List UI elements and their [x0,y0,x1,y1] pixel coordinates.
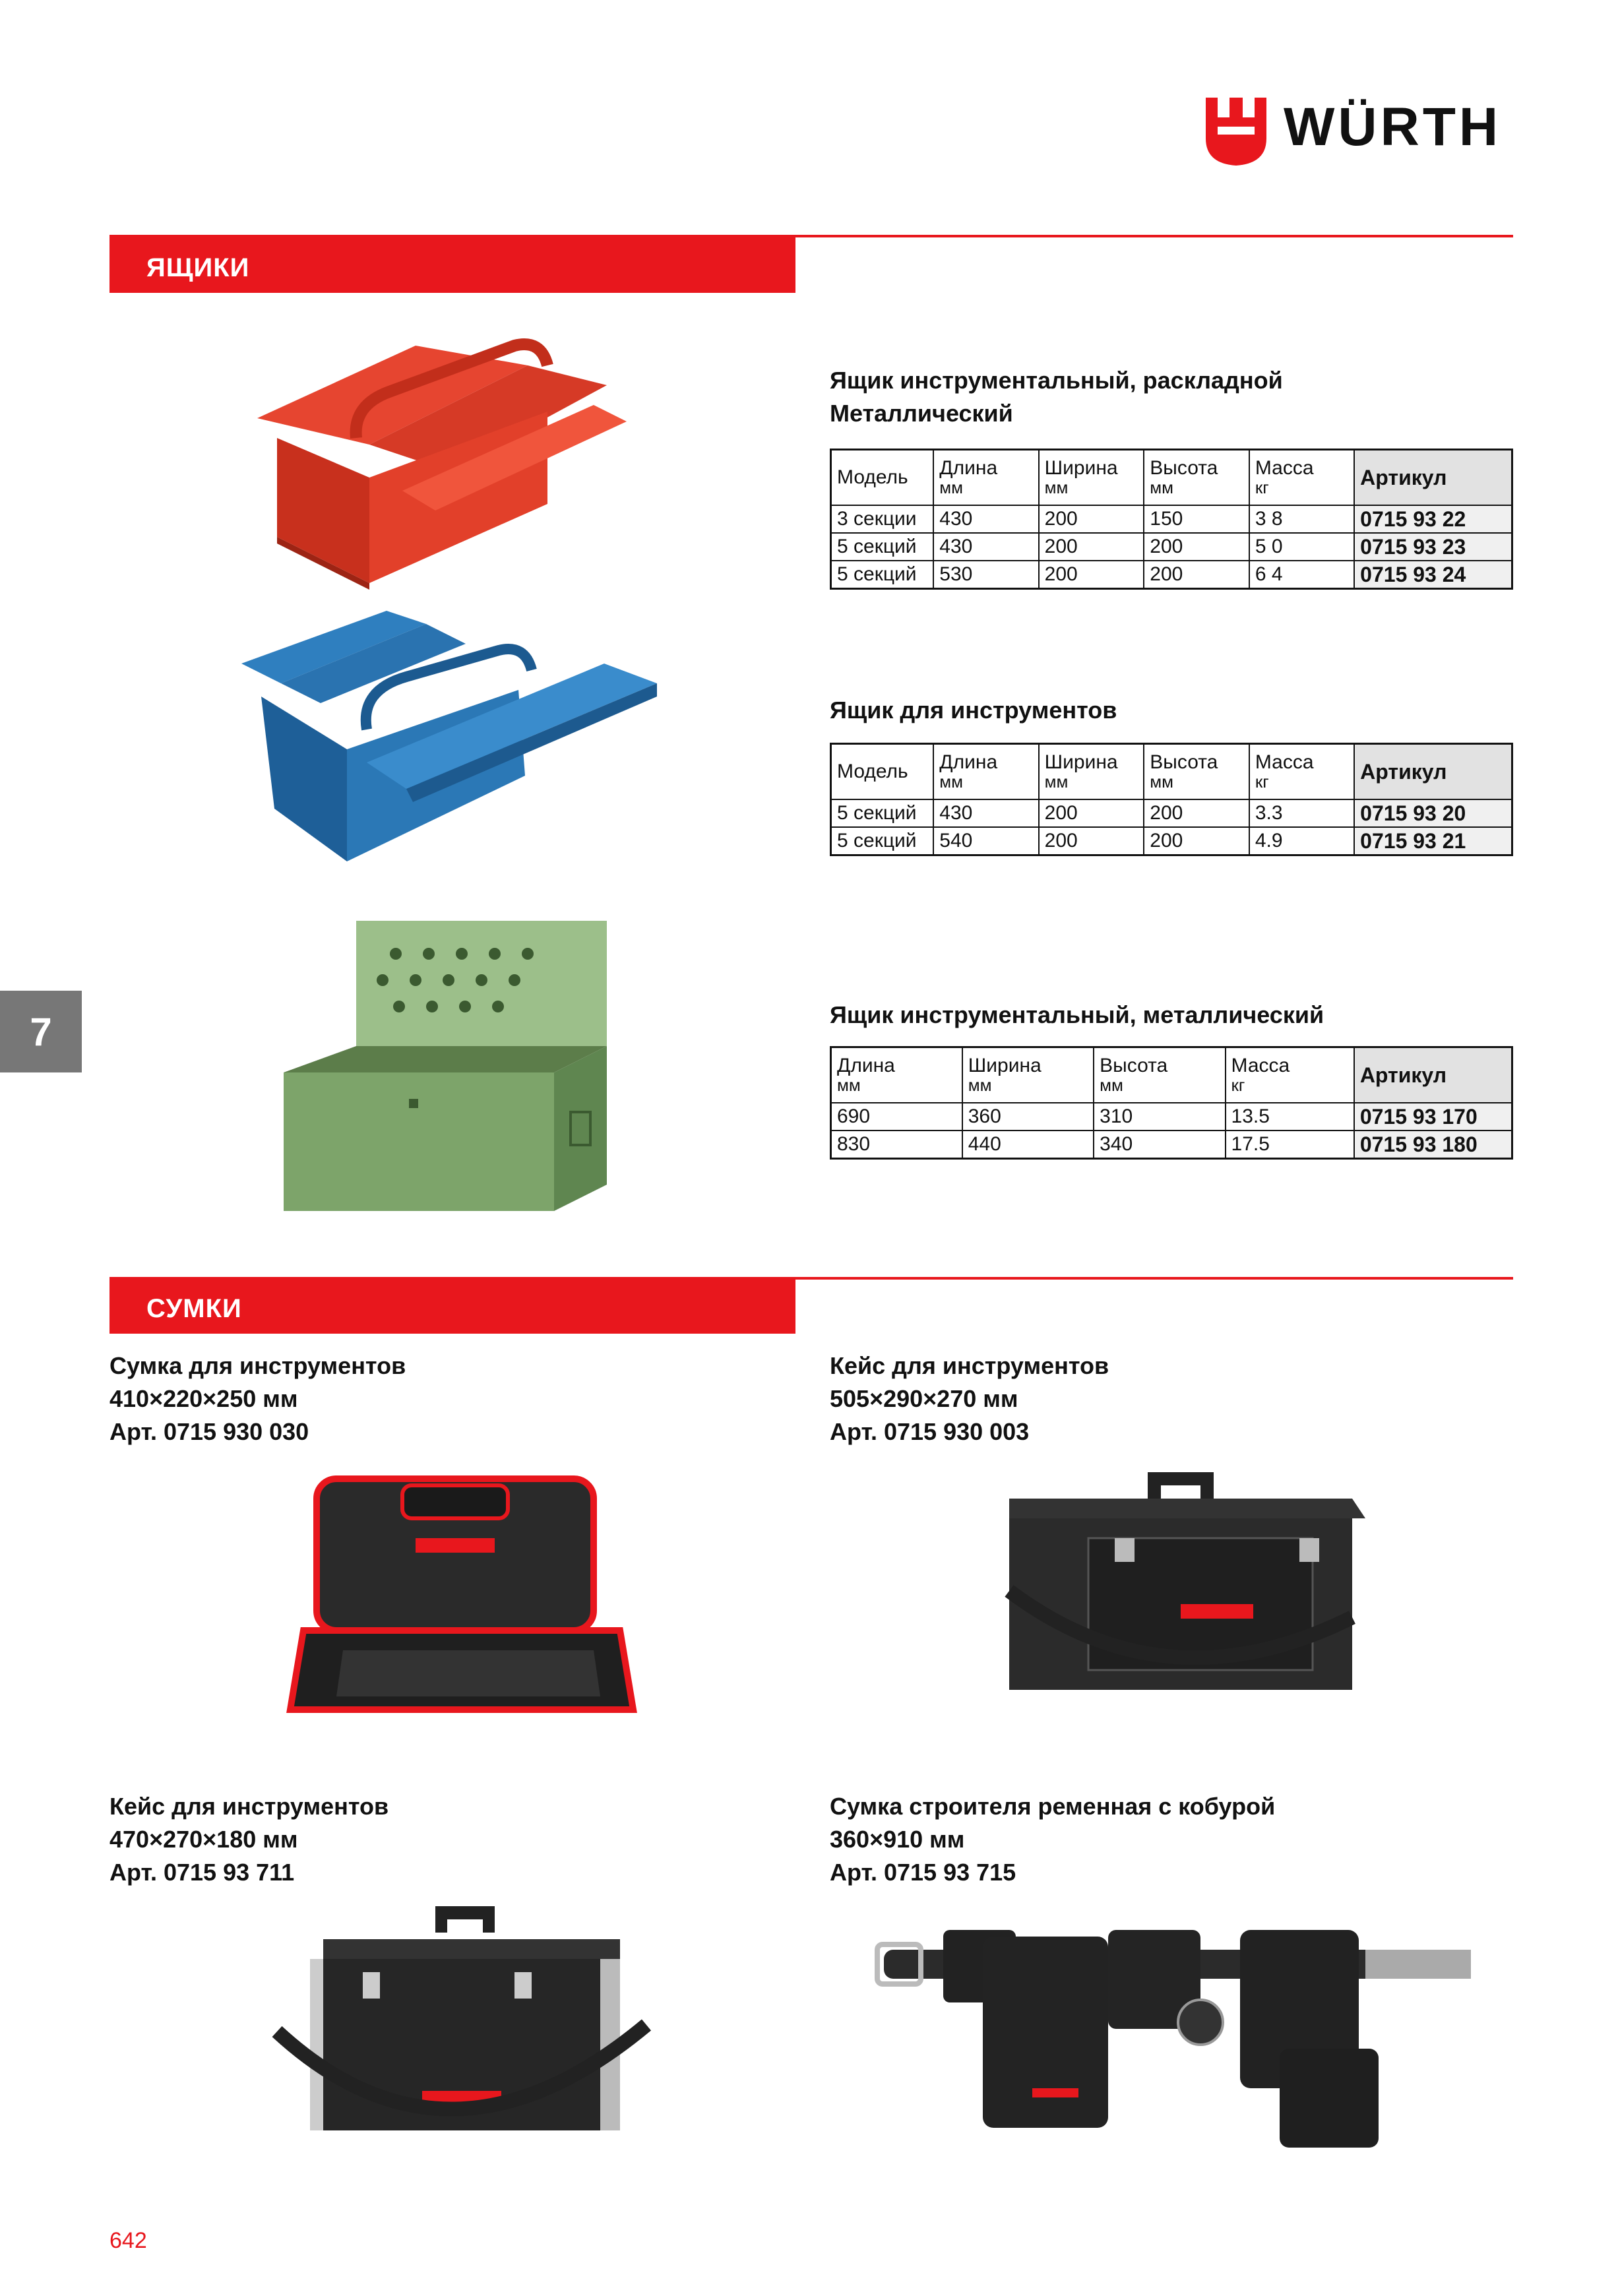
product-article: Арт. 0715 930 003 [830,1418,1030,1445]
section-header-bags [109,1277,795,1334]
cell-model: 5 секций [831,827,934,855]
cell-height: 200 [1144,799,1249,827]
cell-model: 5 секций [831,799,934,827]
cell-height: 340 [1094,1131,1225,1159]
cell-mass: 5 0 [1249,533,1354,561]
header-height: Высота мм [1144,744,1249,800]
brand-logo-text: WÜRTH [1284,97,1502,157]
spec-table-metal-toolbox [830,1046,1513,1160]
wurth-logo-icon [1206,98,1266,166]
cell-article: 0715 93 24 [1354,561,1512,589]
section-label: ЯЩИКИ [146,253,250,282]
cell-article: 0715 93 180 [1354,1131,1512,1159]
cell-mass: 4.9 [1249,827,1354,855]
cell-length: 530 [933,561,1038,589]
cell-article: 0715 93 170 [1354,1103,1512,1131]
product-title: Ящик для инструментов [830,697,1117,724]
table-row [831,505,1512,533]
cell-width: 200 [1039,799,1144,827]
header-length: Длина мм [933,450,1038,506]
tool-belt-photo [857,1890,1478,2167]
chapter-tab: 7 [0,991,82,1072]
tool-bag-photo [277,1459,646,1736]
cell-mass: 13.5 [1226,1103,1354,1131]
spec-table-folding-toolbox [830,449,1513,590]
cell-height: 200 [1144,561,1249,589]
red-toolbox-photo [237,306,646,590]
product-dimensions: 505×290×270 мм [830,1385,1018,1412]
green-toolbox-photo [277,914,620,1218]
product-title: Ящик инструментальный, металлический [830,1001,1324,1028]
product-article: Арт. 0715 93 715 [830,1859,1016,1886]
cell-model: 3 секции [831,505,934,533]
cell-width: 200 [1039,533,1144,561]
header-height: Высота мм [1094,1047,1225,1103]
cell-height: 310 [1094,1103,1225,1131]
cell-width: 440 [962,1131,1094,1159]
header-article: Артикул [1354,450,1512,506]
header-model: Модель [831,744,934,800]
header-mass: Масса кг [1249,744,1354,800]
cell-height: 150 [1144,505,1249,533]
cell-length: 430 [933,799,1038,827]
table-row [831,533,1512,561]
product-title: Ящик инструментальный, раскладной [830,367,1283,394]
cell-model: 5 секций [831,533,934,561]
table-row [831,799,1512,827]
product-article: Арт. 0715 93 711 [109,1859,295,1886]
table-header-row [831,450,1512,506]
cell-length: 830 [831,1131,962,1159]
tool-case-photo [970,1459,1392,1749]
cell-article: 0715 93 21 [1354,827,1512,855]
header-width: Ширина мм [1039,450,1144,506]
blue-toolbox-photo [235,598,677,875]
cell-mass: 6 4 [1249,561,1354,589]
product-article: Арт. 0715 930 030 [109,1418,309,1445]
tool-case-2-photo [251,1900,673,2190]
header-width: Ширина мм [962,1047,1094,1103]
product-dimensions: 470×270×180 мм [109,1826,298,1853]
header-width: Ширина мм [1039,744,1144,800]
header-mass: Масса кг [1249,450,1354,506]
table-row [831,827,1512,855]
header-article: Артикул [1354,744,1512,800]
cell-length: 690 [831,1103,962,1131]
header-article: Артикул [1354,1047,1512,1103]
product-dimensions: 360×910 мм [830,1826,965,1853]
header-height: Высота мм [1144,450,1249,506]
spec-table-toolbox [830,743,1513,856]
header-length: Длина мм [831,1047,962,1103]
product-title: Кейс для инструментов [109,1793,389,1820]
page-number: 642 [109,2228,147,2253]
table-header-row [831,1047,1512,1103]
section-label: СУМКИ [146,1294,242,1323]
header-length: Длина мм [933,744,1038,800]
cell-width: 360 [962,1103,1094,1131]
product-title: Сумка для инструментов [109,1352,406,1379]
cell-article: 0715 93 22 [1354,505,1512,533]
table-row [831,1131,1512,1159]
cell-length: 430 [933,533,1038,561]
table-row [831,561,1512,589]
header-mass: Масса кг [1226,1047,1354,1103]
table-header-row [831,744,1512,800]
product-title: Кейс для инструментов [830,1352,1109,1379]
cell-length: 430 [933,505,1038,533]
product-dimensions: 410×220×250 мм [109,1385,298,1412]
cell-width: 200 [1039,561,1144,589]
cell-width: 200 [1039,827,1144,855]
product-subtitle: Металлический [830,400,1013,427]
cell-mass: 3 8 [1249,505,1354,533]
cell-height: 200 [1144,827,1249,855]
section-header-boxes [109,235,795,293]
product-title: Сумка строителя ременная с кобурой [830,1793,1276,1820]
table-row [831,1103,1512,1131]
cell-mass: 17.5 [1226,1131,1354,1159]
cell-length: 540 [933,827,1038,855]
cell-model: 5 секций [831,561,934,589]
cell-height: 200 [1144,533,1249,561]
cell-article: 0715 93 20 [1354,799,1512,827]
cell-width: 200 [1039,505,1144,533]
cell-mass: 3.3 [1249,799,1354,827]
cell-article: 0715 93 23 [1354,533,1512,561]
header-model: Модель [831,450,934,506]
